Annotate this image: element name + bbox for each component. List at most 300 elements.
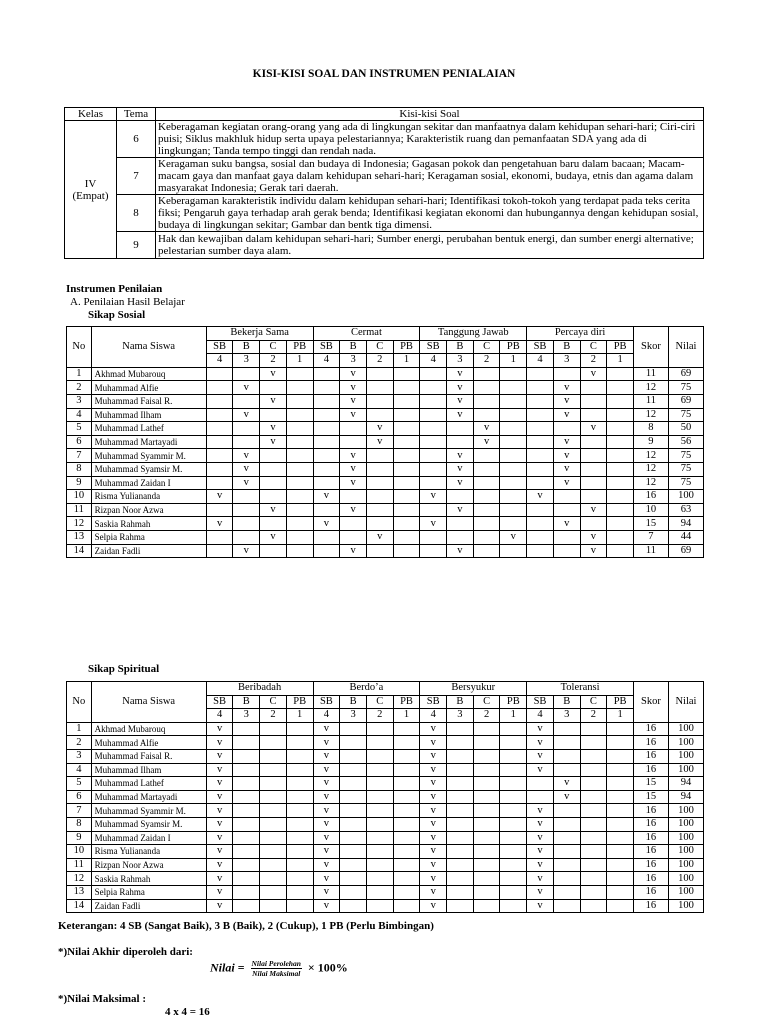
empty-cell bbox=[340, 872, 367, 886]
check-mark: v bbox=[313, 817, 340, 831]
empty-cell bbox=[527, 435, 554, 449]
empty-cell bbox=[286, 872, 313, 886]
table-row bbox=[67, 530, 704, 544]
student-name: Rizpan Noor Azwa bbox=[91, 503, 206, 517]
empty-cell bbox=[580, 817, 607, 831]
grade-code: PB bbox=[286, 340, 313, 354]
check-mark: v bbox=[313, 885, 340, 899]
empty-cell bbox=[447, 736, 474, 750]
empty-cell bbox=[286, 517, 313, 531]
student-name: Risma Yuliananda bbox=[91, 845, 206, 859]
empty-cell bbox=[580, 763, 607, 777]
check-mark: v bbox=[420, 899, 447, 913]
empty-cell bbox=[500, 831, 527, 845]
empty-cell bbox=[286, 408, 313, 422]
empty-cell bbox=[473, 777, 500, 791]
col-skor-header: Skor bbox=[633, 682, 668, 723]
grade-points: 4 bbox=[527, 709, 554, 723]
empty-cell bbox=[473, 517, 500, 531]
skor-value: 16 bbox=[633, 885, 668, 899]
empty-cell bbox=[553, 817, 580, 831]
nilai-value: 100 bbox=[668, 804, 703, 818]
kisi-row bbox=[65, 158, 704, 195]
empty-cell bbox=[313, 394, 340, 408]
empty-cell bbox=[286, 367, 313, 381]
empty-cell bbox=[206, 367, 233, 381]
student-name: Muhammad Zaidan I bbox=[91, 831, 206, 845]
sikap-spiritual-label: Sikap Spiritual bbox=[88, 663, 160, 675]
empty-cell bbox=[473, 530, 500, 544]
student-name: Muhammad Alfie bbox=[91, 381, 206, 395]
empty-cell bbox=[447, 858, 474, 872]
nilai-value: 100 bbox=[668, 831, 703, 845]
empty-cell bbox=[553, 872, 580, 886]
page-title: KISI-KISI SOAL DAN INSTRUMEN PENIALAIAN bbox=[252, 68, 516, 80]
check-mark: v bbox=[447, 462, 474, 476]
group-header: Tanggung Jawab bbox=[420, 327, 527, 341]
empty-cell bbox=[527, 367, 554, 381]
grade-points: 2 bbox=[260, 709, 287, 723]
check-mark: v bbox=[260, 367, 287, 381]
group-header: Beribadah bbox=[206, 682, 313, 696]
empty-cell bbox=[473, 872, 500, 886]
empty-cell bbox=[206, 435, 233, 449]
student-name: Muhammad Ilham bbox=[91, 763, 206, 777]
student-name: Muhammad Zaidan I bbox=[91, 476, 206, 490]
check-mark: v bbox=[313, 804, 340, 818]
empty-cell bbox=[260, 749, 287, 763]
empty-cell bbox=[607, 490, 634, 504]
col-nama-header: Nama Siswa bbox=[91, 682, 206, 723]
grade-code: B bbox=[340, 695, 367, 709]
empty-cell bbox=[527, 422, 554, 436]
check-mark: v bbox=[580, 367, 607, 381]
empty-cell bbox=[580, 517, 607, 531]
check-mark: v bbox=[553, 435, 580, 449]
empty-cell bbox=[233, 422, 260, 436]
check-mark: v bbox=[420, 790, 447, 804]
empty-cell bbox=[206, 544, 233, 558]
check-mark: v bbox=[233, 476, 260, 490]
empty-cell bbox=[553, 503, 580, 517]
empty-cell bbox=[420, 462, 447, 476]
empty-cell bbox=[527, 449, 554, 463]
col-nilai-header: Nilai bbox=[668, 682, 703, 723]
table-row bbox=[67, 517, 704, 531]
empty-cell bbox=[286, 736, 313, 750]
row-no: 5 bbox=[67, 422, 92, 436]
empty-cell bbox=[260, 544, 287, 558]
check-mark: v bbox=[527, 845, 554, 859]
grade-points: 2 bbox=[580, 709, 607, 723]
empty-cell bbox=[580, 804, 607, 818]
empty-cell bbox=[527, 408, 554, 422]
check-mark: v bbox=[313, 845, 340, 859]
check-mark: v bbox=[233, 408, 260, 422]
row-no: 8 bbox=[67, 817, 92, 831]
empty-cell bbox=[366, 899, 393, 913]
empty-cell bbox=[393, 462, 420, 476]
check-mark: v bbox=[313, 490, 340, 504]
skor-value: 7 bbox=[633, 530, 668, 544]
grade-code: C bbox=[260, 695, 287, 709]
empty-cell bbox=[393, 381, 420, 395]
empty-cell bbox=[340, 885, 367, 899]
empty-cell bbox=[500, 845, 527, 859]
empty-cell bbox=[366, 462, 393, 476]
student-name: Muhammad Alfie bbox=[91, 736, 206, 750]
student-name: Akhmad Mubarouq bbox=[91, 722, 206, 736]
check-mark: v bbox=[340, 408, 367, 422]
empty-cell bbox=[607, 872, 634, 886]
check-mark: v bbox=[340, 503, 367, 517]
empty-cell bbox=[580, 449, 607, 463]
grade-code: SB bbox=[420, 340, 447, 354]
check-mark: v bbox=[206, 872, 233, 886]
table-row bbox=[67, 503, 704, 517]
row-no: 3 bbox=[67, 749, 92, 763]
grade-code: C bbox=[473, 340, 500, 354]
check-mark: v bbox=[447, 381, 474, 395]
skor-value: 16 bbox=[633, 490, 668, 504]
empty-cell bbox=[500, 872, 527, 886]
skor-value: 16 bbox=[633, 899, 668, 913]
empty-cell bbox=[366, 367, 393, 381]
empty-cell bbox=[447, 885, 474, 899]
empty-cell bbox=[286, 845, 313, 859]
nilai-value: 100 bbox=[668, 885, 703, 899]
check-mark: v bbox=[233, 381, 260, 395]
empty-cell bbox=[553, 763, 580, 777]
empty-cell bbox=[393, 872, 420, 886]
grade-points: 3 bbox=[233, 354, 260, 368]
tema-cell: 9 bbox=[117, 232, 156, 259]
empty-cell bbox=[393, 476, 420, 490]
student-name: Risma Yuliananda bbox=[91, 490, 206, 504]
check-mark: v bbox=[206, 831, 233, 845]
empty-cell bbox=[473, 722, 500, 736]
check-mark: v bbox=[366, 530, 393, 544]
empty-cell bbox=[473, 845, 500, 859]
empty-cell bbox=[286, 422, 313, 436]
empty-cell bbox=[447, 817, 474, 831]
table-row bbox=[67, 831, 704, 845]
nilai-value: 63 bbox=[668, 503, 703, 517]
nilai-formula bbox=[210, 959, 348, 978]
empty-cell bbox=[473, 831, 500, 845]
empty-cell bbox=[286, 394, 313, 408]
table-row bbox=[67, 763, 704, 777]
skor-value: 12 bbox=[633, 381, 668, 395]
empty-cell bbox=[607, 831, 634, 845]
kisi-text: Keberagaman kegiatan orang-orang yang ada di lingkungan sekitar dan manfaatnya dalam kehidupan sehari-hari; Ciri-ciri puisi; Siklus makhluk hidup serta upaya pelestariannya; Karakteristik ruang dan pemanfaatan SDA yang ada di lingkungan; Tanda tempo tinggi dan rendah nada. bbox=[156, 121, 704, 158]
student-name: Muhammad Faisal R. bbox=[91, 749, 206, 763]
empty-cell bbox=[500, 749, 527, 763]
check-mark: v bbox=[553, 476, 580, 490]
empty-cell bbox=[580, 476, 607, 490]
table-row bbox=[67, 885, 704, 899]
empty-cell bbox=[473, 394, 500, 408]
check-mark: v bbox=[420, 804, 447, 818]
row-no: 6 bbox=[67, 435, 92, 449]
empty-cell bbox=[340, 858, 367, 872]
check-mark: v bbox=[206, 749, 233, 763]
empty-cell bbox=[500, 367, 527, 381]
empty-cell bbox=[500, 408, 527, 422]
empty-cell bbox=[393, 503, 420, 517]
skor-value: 16 bbox=[633, 722, 668, 736]
empty-cell bbox=[447, 749, 474, 763]
check-mark: v bbox=[420, 817, 447, 831]
empty-cell bbox=[580, 722, 607, 736]
skor-value: 12 bbox=[633, 449, 668, 463]
check-mark: v bbox=[233, 449, 260, 463]
empty-cell bbox=[260, 845, 287, 859]
grade-points: 4 bbox=[420, 709, 447, 723]
row-no: 9 bbox=[67, 476, 92, 490]
check-mark: v bbox=[260, 503, 287, 517]
check-mark: v bbox=[500, 530, 527, 544]
grade-code: SB bbox=[206, 340, 233, 354]
check-mark: v bbox=[420, 858, 447, 872]
empty-cell bbox=[580, 749, 607, 763]
empty-cell bbox=[447, 763, 474, 777]
skor-value: 11 bbox=[633, 544, 668, 558]
empty-cell bbox=[580, 394, 607, 408]
empty-cell bbox=[473, 790, 500, 804]
empty-cell bbox=[473, 476, 500, 490]
table-row bbox=[67, 381, 704, 395]
student-name: Muhammad Lathef bbox=[91, 777, 206, 791]
empty-cell bbox=[286, 790, 313, 804]
grade-points: 1 bbox=[286, 354, 313, 368]
empty-cell bbox=[366, 749, 393, 763]
empty-cell bbox=[607, 408, 634, 422]
formula-numerator: Nilai Perolehan bbox=[251, 959, 301, 968]
grade-points: 3 bbox=[553, 709, 580, 723]
empty-cell bbox=[447, 422, 474, 436]
empty-cell bbox=[393, 394, 420, 408]
empty-cell bbox=[473, 408, 500, 422]
check-mark: v bbox=[527, 736, 554, 750]
formula-lhs: Nilai = bbox=[210, 960, 245, 975]
grade-points: 4 bbox=[420, 354, 447, 368]
empty-cell bbox=[607, 381, 634, 395]
formula-rhs: × 100% bbox=[307, 960, 348, 975]
check-mark: v bbox=[473, 435, 500, 449]
grade-code: PB bbox=[500, 340, 527, 354]
grade-code: B bbox=[447, 695, 474, 709]
empty-cell bbox=[340, 435, 367, 449]
empty-cell bbox=[313, 381, 340, 395]
check-mark: v bbox=[553, 790, 580, 804]
check-mark: v bbox=[553, 394, 580, 408]
row-no: 14 bbox=[67, 544, 92, 558]
empty-cell bbox=[260, 449, 287, 463]
check-mark: v bbox=[340, 449, 367, 463]
table-row bbox=[67, 476, 704, 490]
check-mark: v bbox=[553, 381, 580, 395]
empty-cell bbox=[366, 544, 393, 558]
empty-cell bbox=[366, 763, 393, 777]
grade-points: 1 bbox=[607, 354, 634, 368]
row-no: 2 bbox=[67, 736, 92, 750]
empty-cell bbox=[607, 462, 634, 476]
nilai-value: 100 bbox=[668, 817, 703, 831]
empty-cell bbox=[393, 899, 420, 913]
check-mark: v bbox=[420, 722, 447, 736]
empty-cell bbox=[447, 899, 474, 913]
row-no: 5 bbox=[67, 777, 92, 791]
empty-cell bbox=[500, 544, 527, 558]
empty-cell bbox=[500, 462, 527, 476]
table-row bbox=[67, 449, 704, 463]
check-mark: v bbox=[420, 517, 447, 531]
empty-cell bbox=[286, 763, 313, 777]
empty-cell bbox=[447, 872, 474, 886]
empty-cell bbox=[500, 804, 527, 818]
empty-cell bbox=[286, 449, 313, 463]
skor-value: 12 bbox=[633, 476, 668, 490]
empty-cell bbox=[607, 476, 634, 490]
empty-cell bbox=[447, 790, 474, 804]
empty-cell bbox=[286, 462, 313, 476]
student-name: Muhammad Syamsir M. bbox=[91, 462, 206, 476]
empty-cell bbox=[206, 476, 233, 490]
check-mark: v bbox=[527, 763, 554, 777]
empty-cell bbox=[553, 885, 580, 899]
grade-points: 4 bbox=[206, 354, 233, 368]
empty-cell bbox=[473, 899, 500, 913]
empty-cell bbox=[420, 422, 447, 436]
empty-cell bbox=[607, 763, 634, 777]
empty-cell bbox=[553, 899, 580, 913]
empty-cell bbox=[260, 736, 287, 750]
table-row bbox=[67, 790, 704, 804]
empty-cell bbox=[527, 544, 554, 558]
row-no: 11 bbox=[67, 858, 92, 872]
check-mark: v bbox=[260, 530, 287, 544]
empty-cell bbox=[420, 367, 447, 381]
empty-cell bbox=[607, 790, 634, 804]
table-row bbox=[67, 804, 704, 818]
skor-value: 9 bbox=[633, 435, 668, 449]
empty-cell bbox=[340, 422, 367, 436]
skor-value: 16 bbox=[633, 845, 668, 859]
empty-cell bbox=[473, 749, 500, 763]
empty-cell bbox=[393, 449, 420, 463]
empty-cell bbox=[393, 763, 420, 777]
empty-cell bbox=[607, 544, 634, 558]
empty-cell bbox=[233, 804, 260, 818]
table-row bbox=[67, 858, 704, 872]
check-mark: v bbox=[206, 722, 233, 736]
skor-value: 8 bbox=[633, 422, 668, 436]
nilai-value: 100 bbox=[668, 490, 703, 504]
empty-cell bbox=[580, 736, 607, 750]
empty-cell bbox=[233, 763, 260, 777]
check-mark: v bbox=[527, 831, 554, 845]
header-kisi: Kisi-kisi Soal bbox=[156, 108, 704, 121]
formula-denominator: Nilai Maksimal bbox=[252, 969, 301, 978]
check-mark: v bbox=[260, 435, 287, 449]
check-mark: v bbox=[313, 858, 340, 872]
check-mark: v bbox=[206, 899, 233, 913]
table-row bbox=[67, 422, 704, 436]
empty-cell bbox=[260, 462, 287, 476]
row-no: 13 bbox=[67, 530, 92, 544]
row-no: 14 bbox=[67, 899, 92, 913]
grade-code: B bbox=[553, 340, 580, 354]
empty-cell bbox=[500, 899, 527, 913]
empty-cell bbox=[553, 845, 580, 859]
empty-cell bbox=[473, 490, 500, 504]
empty-cell bbox=[366, 817, 393, 831]
check-mark: v bbox=[233, 462, 260, 476]
student-name: Muhammad Martayadi bbox=[91, 435, 206, 449]
empty-cell bbox=[607, 885, 634, 899]
empty-cell bbox=[313, 544, 340, 558]
empty-cell bbox=[233, 790, 260, 804]
empty-cell bbox=[607, 394, 634, 408]
grade-points: 1 bbox=[607, 709, 634, 723]
grade-points: 2 bbox=[580, 354, 607, 368]
empty-cell bbox=[366, 790, 393, 804]
empty-cell bbox=[233, 367, 260, 381]
empty-cell bbox=[313, 435, 340, 449]
empty-cell bbox=[607, 367, 634, 381]
empty-cell bbox=[366, 858, 393, 872]
empty-cell bbox=[447, 530, 474, 544]
empty-cell bbox=[393, 722, 420, 736]
check-mark: v bbox=[313, 777, 340, 791]
check-mark: v bbox=[313, 831, 340, 845]
empty-cell bbox=[286, 749, 313, 763]
empty-cell bbox=[366, 476, 393, 490]
empty-cell bbox=[553, 722, 580, 736]
empty-cell bbox=[366, 503, 393, 517]
check-mark: v bbox=[206, 490, 233, 504]
table-row bbox=[67, 394, 704, 408]
empty-cell bbox=[233, 490, 260, 504]
nilai-value: 56 bbox=[668, 435, 703, 449]
empty-cell bbox=[206, 530, 233, 544]
grade-points: 3 bbox=[340, 709, 367, 723]
check-mark: v bbox=[313, 763, 340, 777]
empty-cell bbox=[500, 777, 527, 791]
empty-cell bbox=[607, 530, 634, 544]
check-mark: v bbox=[340, 367, 367, 381]
student-name: Selpia Rahma bbox=[91, 530, 206, 544]
student-name: Muhammad Lathef bbox=[91, 422, 206, 436]
empty-cell bbox=[607, 817, 634, 831]
empty-cell bbox=[580, 831, 607, 845]
nilai-akhir-label: *)Nilai Akhir diperoleh dari: bbox=[58, 946, 193, 958]
grade-points: 2 bbox=[366, 709, 393, 723]
empty-cell bbox=[206, 408, 233, 422]
empty-cell bbox=[233, 831, 260, 845]
grade-code: B bbox=[233, 340, 260, 354]
nilai-value: 75 bbox=[668, 449, 703, 463]
empty-cell bbox=[286, 530, 313, 544]
nilai-value: 100 bbox=[668, 736, 703, 750]
check-mark: v bbox=[340, 394, 367, 408]
grade-code: PB bbox=[286, 695, 313, 709]
col-skor-header: Skor bbox=[633, 327, 668, 368]
empty-cell bbox=[580, 490, 607, 504]
row-no: 4 bbox=[67, 408, 92, 422]
grade-code: PB bbox=[393, 695, 420, 709]
